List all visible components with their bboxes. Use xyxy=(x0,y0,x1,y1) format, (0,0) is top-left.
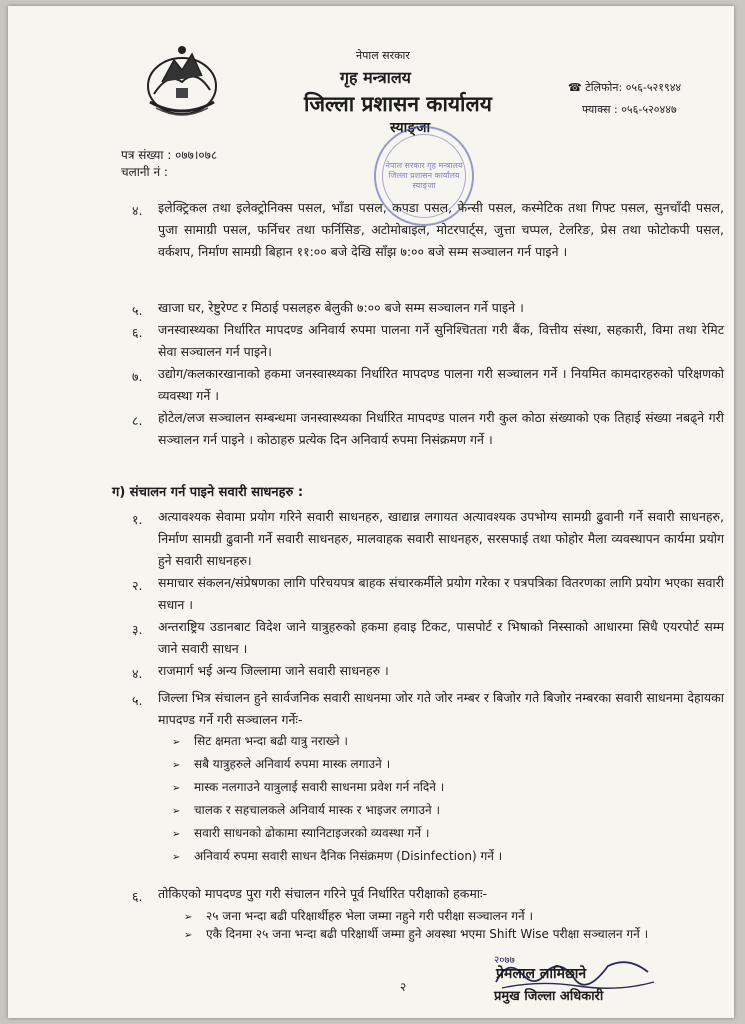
phone-icon: ☎ xyxy=(568,81,586,94)
phone-number: ☎ टेलिफोन: ०५६-५२१९४४ xyxy=(568,81,682,94)
bullet-item: ➢ मास्क नलगाउने यात्रुलाई सवारी साधनमा प्रवेश गर्न नदिने । xyxy=(172,780,445,794)
item-number: ४. xyxy=(132,203,143,218)
office-place: स्याङ्जा xyxy=(390,120,431,136)
office-name: जिल्ला प्रशासन कार्यालय xyxy=(304,92,492,116)
list-item: तोकिएको मापदण्ड पुरा गरी संचालन गरिने पूर्व निर्धारित परीक्षाको हकमाः- xyxy=(158,886,488,901)
dispatch-number: चलानी नं : xyxy=(121,165,168,179)
item-number: ७. xyxy=(132,369,143,384)
bullet-item: ➢ सिट क्षमता भन्दा बढी यात्रु नराख्ने । xyxy=(172,734,348,748)
item-number: ६. xyxy=(132,889,143,904)
signature-date: २०७७ xyxy=(494,955,515,966)
arrow-bullet-icon: ➢ xyxy=(172,852,181,863)
bullet-item: ➢ २५ जना भन्दा बढी परिक्षार्थीहरु भेला जम्मा नहुने गरी परीक्षा सञ्चालन गर्ने । xyxy=(184,909,534,923)
list-item: खाजा घर, रेष्टुरेण्ट र मिठाई पसलहरु बेलुकी ७:०० बजे सम्म सञ्चालन गर्ने पाइने । xyxy=(158,300,524,315)
fax-number: फ्याक्स : ०५६-५२०४४७ xyxy=(582,103,677,116)
item-number: ६. xyxy=(132,325,143,340)
item-number: ५. xyxy=(132,303,143,318)
list-item: समाचार संकलन/संप्रेषणका लागि परिचयपत्र बाहक संचारकर्मीले प्रयोग गरेका र पत्रपत्रिका वितरणका लागि प्रयोग भएका सवारी सधान । xyxy=(158,575,724,612)
list-item: अत्यावश्यक सेवामा प्रयोग गरिने सवारी साधनहरु, खाद्यान्न लगायत अत्यावश्यक उपभोग्य सामग्री ढुवानी गर्ने सवारी साधनहरु, निर्माण सामग्री ढुवानी गर्ने सवारी साधनहरु, मालवाहक सवारी साधनहरु, सरसफाई तथा फोहोर मैला व्यवस्थापन कार्यमा प्रयोग हुने सवारी साधनहरु। xyxy=(158,509,724,568)
item-number: ४. xyxy=(132,666,143,681)
government-emblem-logo xyxy=(140,42,224,122)
arrow-bullet-icon: ➢ xyxy=(172,760,181,771)
signer-name: प्रेमलाल लामिछाने xyxy=(496,966,587,982)
bullet-item: ➢ सबै यात्रुहरुले अनिवार्य रुपमा मास्क लगाउने । xyxy=(172,757,391,771)
list-item: होटेल/लज सञ्चालन सम्बन्धमा जनस्वास्थ्यका निर्धारित मापदण्ड पालन गरी कुल कोठा संख्याको एक तिहाई संख्या नबढ्ने गरी सञ्चालन गर्न पाइने । कोठाहरु प्रत्येक दिन अनिवार्य रुपमा निसंक्रमण गर्ने । xyxy=(158,410,724,447)
bullet-item: ➢ चालक र सहचालकले अनिवार्य मास्क र भाइजर लगाउने । xyxy=(172,803,440,817)
bullet-item: ➢ अनिवार्य रुपमा सवारी साधन दैनिक निसंक्रमण (Disinfection) गर्ने । xyxy=(172,849,503,863)
item-number: २. xyxy=(132,578,143,593)
list-item: जनस्वास्थ्यका निर्धारित मापदण्ड अनिवार्य रुपमा पालना गर्ने सुनिश्चितता गरी बैंक, वित्तीय संस्था, सहकारी, विमा तथा रेमिट सेवा सञ्चालन गर्न पाइने। xyxy=(158,322,724,359)
bullet-item: ➢ एकै दिनमा २५ जना भन्दा बढी परिक्षार्थी जम्मा हुने अवस्था भएमा Shift Wise परीक्षा सञ्चालन गर्ने । xyxy=(184,923,682,947)
arrow-bullet-icon: ➢ xyxy=(172,737,181,748)
list-item: इलेक्ट्रिकल तथा इलेक्ट्रोनिक्स पसल, भाँडा पसल, कपडा पसल, फेन्सी पसल, कस्मेटिक तथा गिफ्ट पसल, सुनचाँदी पसल, पुजा सामाग्री पसल, फर्निचर तथा फर्निसिङ, अटोमोबाइल, मोटरपार्ट्स, जुत्ता चप्पल, टेलरिङ, प्रेस तथा फोटोकपी पसल, वर्कशप, निर्माण सामग्री बिहान ११:०० बजे देखि साँझ ७:०० बजे सम्म सञ्चालन गर्न पाइने । xyxy=(158,200,724,259)
stamp-text: नेपाल सरकार गृह मन्त्रालय जिल्ला प्रशासन कार्यालय स्याङ्जा xyxy=(385,161,463,190)
signer-title: प्रमुख जिल्ला अधिकारी xyxy=(494,989,604,1004)
section-heading: ग) संचालन गर्न पाइने सवारी साधनहरु : xyxy=(112,485,304,500)
bullet-item: ➢ सवारी साधनको ढोकामा स्यानिटाइजरको व्यवस्था गर्ने । xyxy=(172,826,430,840)
document-page xyxy=(8,6,734,1018)
arrow-bullet-icon: ➢ xyxy=(172,783,181,794)
letter-number: पत्र संख्या : ०७७।०७८ xyxy=(121,148,218,162)
list-item: जिल्ला भित्र संचालन हुने सार्वजनिक सवारी साधनमा जोर गते जोर नम्बर र बिजोर गते बिजोर नम्बरका सवारी साधनमा देहायका मापदण्ड गर्ने गरी सञ्चालन गर्नेः- xyxy=(158,690,724,727)
ministry-name: गृह मन्त्रालय xyxy=(340,68,411,87)
arrow-bullet-icon: ➢ xyxy=(184,912,193,923)
arrow-bullet-icon: ➢ xyxy=(172,806,181,817)
item-number: ८. xyxy=(132,413,143,428)
item-number: १. xyxy=(132,512,143,527)
item-number: ३. xyxy=(132,622,143,637)
arrow-bullet-icon: ➢ xyxy=(172,829,181,840)
page-number: २ xyxy=(400,980,407,994)
arrow-bullet-icon: ➢ xyxy=(184,930,193,941)
government-name: नेपाल सरकार xyxy=(356,49,410,62)
list-item: राजमार्ग भई अन्य जिल्लामा जाने सवारी साधनहरु । xyxy=(158,663,389,678)
list-item: अन्तराष्ट्रिय उडानबाट विदेश जाने यात्रुहरुको हकमा हवाइ टिकट, पासपोर्ट र भिषाको निस्साको आधारमा सिधै एयरपोर्ट सम्म जाने सवारी साधन । xyxy=(158,619,724,656)
item-number: ५. xyxy=(132,693,143,708)
list-item: उद्योग/कलकारखानाको हकमा जनस्वास्थ्यका निर्धारित मापदण्ड पालना गरी सञ्चालन गर्ने । नियमित कामदारहरुको परिक्षणको व्यवस्था गर्ने । xyxy=(158,366,724,403)
